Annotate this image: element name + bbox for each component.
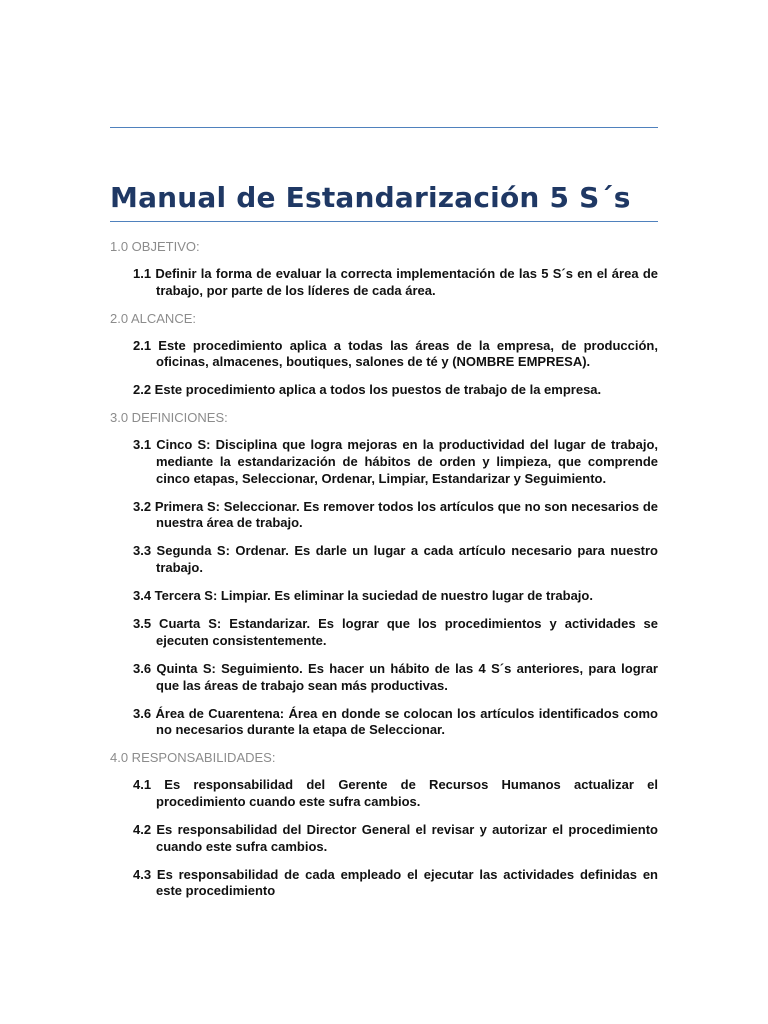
list-item: 3.6 Quinta S: Seguimiento. Es hacer un hábito de las 4 S´s anteriores, para lograr que las áreas de trabajo sean más productivas. [133, 660, 658, 693]
list-item: 3.3 Segunda S: Ordenar. Es darle un lugar a cada artículo necesario para nuestro trabajo. [133, 543, 658, 576]
list-item: 1.1 Definir la forma de evaluar la correcta implementación de las 5 S´s en el área de trabajo, por parte de los líderes de cada área. [133, 266, 658, 298]
section-objetivo [110, 238, 658, 299]
document-title: Manual de Estandarización 5 S´s [110, 181, 631, 214]
list-item: 4.1 Es responsabilidad del Gerente de Recursos Humanos actualizar el procedimiento cuando este sufra cambios. [133, 777, 658, 809]
header-rule [110, 127, 658, 128]
list-item: 3.5 Cuarta S: Estandarizar. Es lograr que los procedimientos y actividades se ejecuten consistentemente. [133, 616, 658, 648]
section-heading: 1.0 OBJETIVO: [110, 239, 200, 254]
list-item: 4.2 Es responsabilidad del Director General el revisar y autorizar el procedimiento cuando este sufra cambios. [133, 821, 658, 854]
list-item: 2.1 Este procedimiento aplica a todas las áreas de la empresa, de producción, oficinas, almacenes, boutiques, salones de té y (NOMBRE EMPRESA). [133, 337, 658, 370]
list-item: 3.6 Área de Cuarentena: Área en donde se colocan los artículos identificados como no necesarios durante la etapa de Seleccionar. [133, 705, 658, 738]
list-item: 4.3 Es responsabilidad de cada empleado el ejecutar las actividades definidas en este procedimiento [133, 866, 658, 899]
section-definiciones [110, 409, 658, 738]
section-responsabilidades [110, 749, 658, 900]
document-body [110, 238, 658, 910]
section-alcance [110, 310, 658, 399]
list-item: 2.2 Este procedimiento aplica a todos los puestos de trabajo de la empresa. [133, 382, 602, 398]
section-heading: 4.0 RESPONSABILIDADES: [110, 750, 276, 766]
list-item: 3.4 Tercera S: Limpiar. Es eliminar la suciedad de nuestro lugar de trabajo. [133, 588, 593, 604]
list-item: 3.2 Primera S: Seleccionar. Es remover todos los artículos que no son necesarios de nuestra área de trabajo. [133, 498, 658, 531]
section-heading: 3.0 DEFINICIONES: [110, 410, 228, 426]
list-item: 3.1 Cinco S: Disciplina que logra mejoras en la productividad del lugar de trabajo, mediante la estandarización de hábitos de orden y limpieza, que comprende cinco etapas, Seleccionar, Ordenar, Limpiar, Estandarizar y Seguimiento. [133, 437, 658, 486]
title-underline [110, 221, 658, 222]
section-heading: 2.0 ALCANCE: [110, 310, 196, 326]
